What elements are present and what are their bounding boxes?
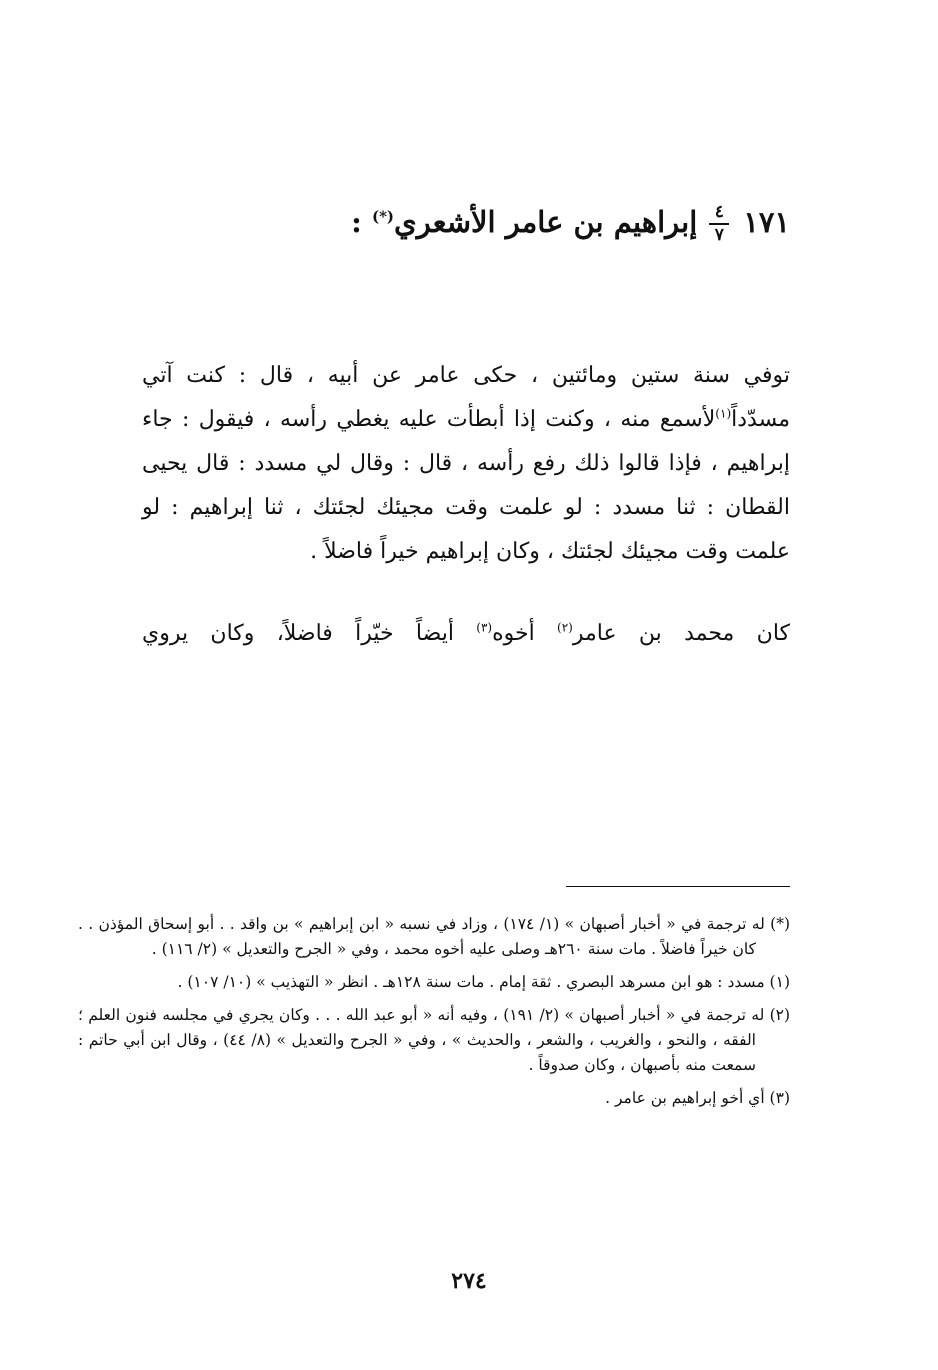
footnote-2: (٢) له ترجمة في « أخبار أصبهان » (٢/ ١٩١) ، وفيه أنه « أبو عبد الله . . . وكان يجري في مجلسه فنون العلم ؛ الفقه ، والنحو ، والغريب ، والشعر ، والحديث » ، وفي « الجرح والتعديل » (٨/ ٤٤) ، وقال ابن أبي حاتم : سمعت منه بأصبهان ، وكان صدوقاً . — [78, 1006, 791, 1074]
footnote-ref-2: (٢) — [557, 620, 573, 635]
fraction-top: ٤ — [714, 202, 724, 222]
footnote-star: (*) له ترجمة في « أخبار أصبهان » (١/ ١٧٤) ، وزاد في نسبه « ابن إبراهيم » بن واقد . . أبو إسحاق المؤذن . . كان خيراً فاضلاً . مات سنة ٢٦٠هـ وصلى عليه أخوه محمد ، وفي « الجرح والتعديل » (٢/ ١١٦) . — [78, 915, 791, 958]
footnote-ref-1: (١) — [715, 406, 732, 421]
paragraph-1 — [142, 354, 790, 574]
paragraph-1-rest: لأسمع منه ، وكنت إذا أبطأت عليه يغطي رأسه ، فيقول : جاء إبراهيم ، فإذا قالوا ذلك رفع رأسه ، قال : وقال لي مسدد : قال يحيى القطان : ثنا مسدد : لو علمت وقت مجيئك لجئتك ، ثنا إبراهيم : لو علمت وقت مجيئك لجئتك ، وكان إبراهيم خيراً فاضلاً . — [142, 407, 790, 564]
entry-fraction — [709, 204, 729, 244]
footnote-1: (١) مسدد : هو ابن مسرهد البصري . ثقة إمام . مات سنة ١٢٨هـ . انظر « التهذيب » (١٠/ ١٠٧) . — [177, 973, 790, 991]
paragraph-1-start: توفي سنة ستين ومائتين ، حكى عامر عن أبيه ، قال : كنت آتي مسدّداً — [142, 363, 790, 432]
entry-colon: : — [351, 205, 372, 239]
fraction-bottom: ٧ — [714, 225, 724, 245]
footnote-divider — [566, 886, 790, 887]
entry-number: ١٧١ — [743, 205, 790, 239]
paragraph-2-c: أيضاً خيّراً فاضلاً، وكان يروي — [142, 621, 477, 646]
footnote-ref-3: (٣) — [476, 620, 493, 635]
page-number: ٢٧٤ — [451, 1268, 487, 1294]
paragraph-2 — [142, 612, 790, 656]
paragraph-2-a: كان محمد بن عامر — [572, 621, 790, 646]
entry-name: إبراهيم بن عامر الأشعري — [394, 205, 698, 239]
footnote-3: (٣) أي أخو إبراهيم بن عامر . — [605, 1089, 790, 1107]
paragraph-2-b: أخوه — [492, 621, 558, 646]
footnotes — [78, 912, 790, 1119]
entry-footnote-mark: (*) — [371, 207, 395, 226]
entry-heading — [351, 204, 790, 244]
